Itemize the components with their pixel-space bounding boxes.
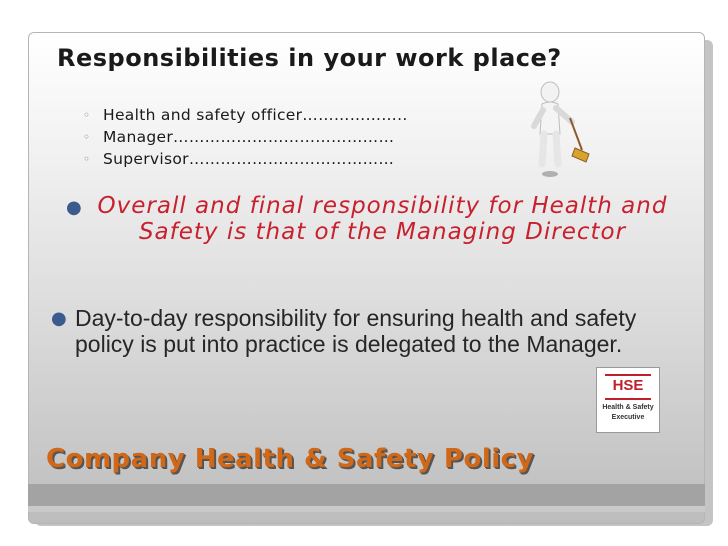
bullet-icon: ● [66,197,82,218]
delegation-statement: Day-to-day responsibility for ensuring health and safety policy is put into practice is delegated to the Manager. [75,305,637,357]
hse-logo [596,367,660,433]
sub-item-label: Health and safety officer……………….. [103,106,408,124]
logo-line1: Health & Safety [602,404,654,411]
responsibility-statement: Overall and final responsibility for Health and Safety is that of the Managing Director [97,193,668,245]
sub-item-label: Supervisor………………………………… [103,150,395,168]
logo-abbr: HSE [612,377,644,394]
bullet-icon: ● [51,308,67,329]
slide-title: Responsibilities in your work place? [57,44,562,72]
footer-band [28,484,705,506]
section-heading: Company Health & Safety Policy [46,444,535,474]
hollow-ring-icon: ◦ [83,108,91,122]
hollow-ring-icon: ◦ [83,152,91,166]
footer-line [28,506,705,512]
logo-line2: Executive [611,414,645,421]
cleaning-figure-image [520,78,590,178]
hollow-ring-icon: ◦ [83,130,91,144]
sub-item-label: Manager…………………………………… [103,128,395,146]
